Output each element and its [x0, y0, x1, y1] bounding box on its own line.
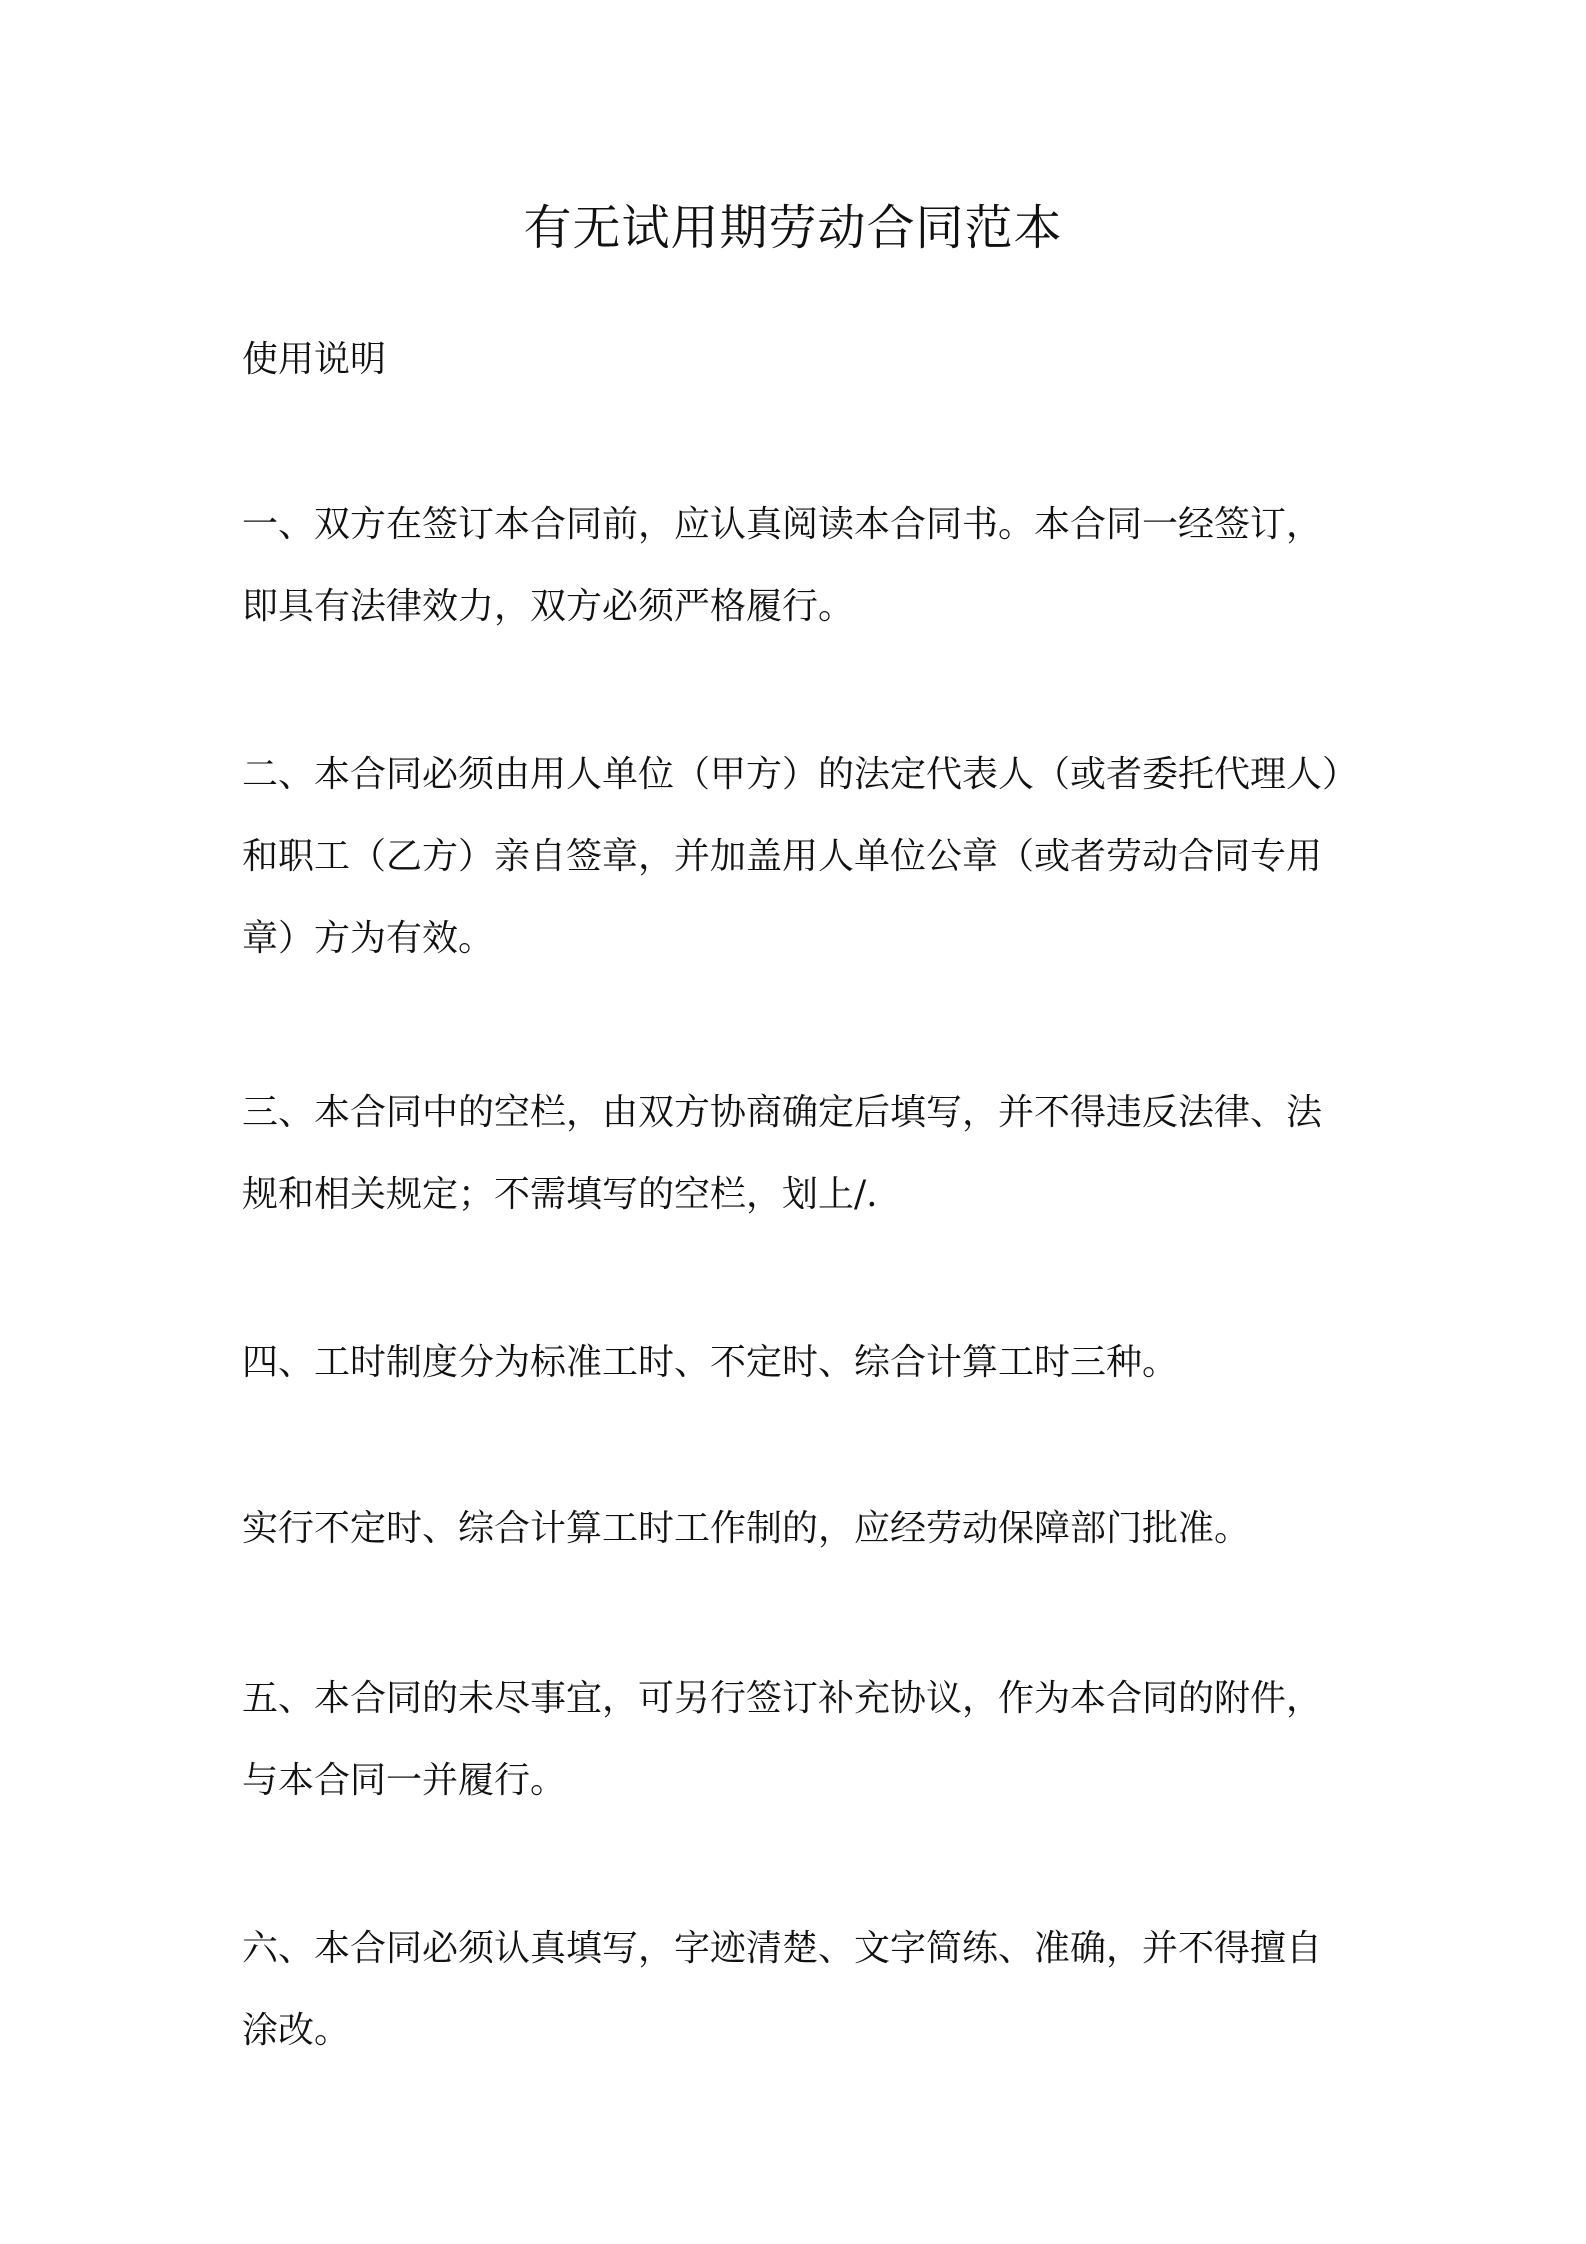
clause-4: [242, 1322, 1372, 1404]
clause-5-line-2: 与本合同一并履行。: [242, 1760, 567, 1801]
clause-6-line-2: 涂改。: [242, 2010, 351, 2051]
clause-1-line-2: 即具有法律效力，双方必须严格履行。: [242, 586, 855, 627]
clause-6-line-1: 六、本合同必须认真填写，字迹清楚、文字简练、准确，并不得擅自: [242, 1928, 1323, 1969]
clause-6: [242, 1908, 1372, 2072]
clause-1: [242, 484, 1372, 648]
clause-3-line-2: 规和相关规定；不需填写的空栏，划上/.: [242, 1174, 878, 1215]
clause-5-line-1: 五、本合同的未尽事宜，可另行签订补充协议，作为本合同的附件，: [242, 1678, 1323, 1719]
clause-2-line-1: 二、本合同必须由用人单位（甲方）的法定代表人（或者委托代理人）: [242, 754, 1359, 795]
clause-4-note-line-1: 实行不定时、综合计算工时工作制的，应经劳动保障部门批准。: [242, 1508, 1251, 1549]
clause-3-line-1: 三、本合同中的空栏，由双方协商确定后填写，并不得违反法律、法: [242, 1092, 1323, 1133]
usage-instructions-heading: 使用说明: [242, 339, 387, 380]
clause-1-line-1: 一、双方在签订本合同前，应认真阅读本合同书。本合同一经签订，: [242, 504, 1323, 545]
clause-2-line-3: 章）方为有效。: [242, 918, 495, 959]
clause-4-line-1: 四、工时制度分为标准工时、不定时、综合计算工时三种。: [242, 1342, 1179, 1383]
clause-3: [242, 1072, 1372, 1236]
clause-5: [242, 1658, 1372, 1822]
document-title: 有无试用期劳动合同范本: [523, 200, 1063, 256]
clause-4-note: [242, 1488, 1372, 1570]
clause-2-line-2: 和职工（乙方）亲自签章，并加盖用人单位公章（或者劳动合同专用: [242, 836, 1323, 877]
clause-2: [242, 734, 1372, 980]
